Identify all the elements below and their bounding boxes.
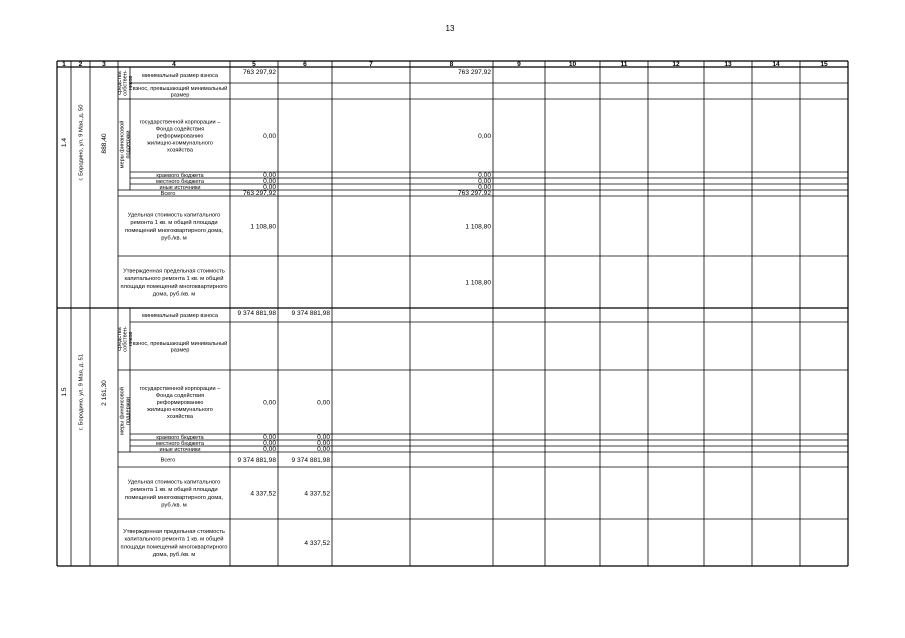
min-fee-label: минимальный размер взноса [141,73,219,79]
total-label: Всего [160,191,176,197]
cell-value: 0,00 [478,172,491,179]
building-address: г. Бородино, ул. 9 Мая, д. 50 [78,104,85,181]
local-budget-label: местного бюджета [156,179,204,185]
column-header: 10 [568,60,577,68]
cell-value: 0,00 [263,440,276,447]
column-header: 7 [369,60,373,68]
cell-value: 0,00 [317,399,330,407]
cell-value: 0,00 [478,178,491,185]
cell-value: 1 108,80 [465,223,491,231]
cell-value: 763 297,92 [242,69,276,76]
cell-value: 0,00 [263,446,276,453]
own-funds-label: средствасобствен-ников [117,326,134,352]
other-sources-label: иные источники [159,447,201,453]
regional-budget-label: краевого бюджета [156,435,204,441]
building-address: г. Бородино, ул. 9 Мая, д. 51 [78,354,85,430]
cell-value: 0,00 [317,434,330,441]
cell-value: 0,00 [263,178,276,185]
column-header: 1 [62,60,66,68]
support-measures-label: меры финансовойподдержки [119,120,132,169]
cell-value: 0,00 [478,133,491,140]
cell-value: 9 374 881,98 [237,310,276,317]
column-header: 13 [724,60,732,68]
other-sources-label: иные источники [159,185,201,191]
column-header: 15 [820,60,828,68]
column-header: 5 [252,60,256,68]
housing-fund-label: государственной корпорации – Фонда содействия реформированию жилищно-коммунального хозяйства [139,119,221,154]
limit-cost-label: Утвержденная предельная стоимость капитального ремонта 1 кв. м общей площади помещений многоквартирного дома, руб./кв. м [120,268,228,298]
column-header: 8 [449,60,454,68]
cell-value: 0,00 [263,133,276,140]
cell-value: 0,00 [317,440,330,447]
cell-value: 1 108,80 [465,279,491,287]
unit-cost-label: Удельная стоимость капитального ремонта 1 кв. м общей площади помещений многоквартирного дома, руб./кв. м [124,479,224,509]
cell-value: 0,00 [263,434,276,441]
cell-value: 763 297,92 [457,69,491,76]
cell-value: 0,00 [478,184,491,191]
column-header: 3 [102,60,106,68]
cell-value: 1 108,80 [250,223,276,231]
cell-value: 763 297,92 [457,190,491,197]
column-header: 9 [517,60,521,68]
cell-value: 0,00 [317,446,330,453]
cell-value: 4 337,52 [304,540,330,547]
own-funds-label: средствасобствен-ников [117,70,134,96]
local-budget-label: местного бюджета [156,441,204,447]
building-area: 888,40 [101,133,108,154]
excess-fee-label: взнос, превышающий минимальный размер [132,340,228,354]
min-fee-label: минимальный размер взноса [141,313,219,319]
cell-value: 0,00 [263,172,276,179]
support-measures-label: меры финансовойподдержки [119,387,132,435]
page-number: 13 [445,24,455,33]
column-header: 11 [620,60,628,68]
column-header: 14 [772,60,780,68]
excess-fee-label: взнос, превышающий минимальный размер [132,85,228,99]
cell-value: 4 337,52 [250,490,276,498]
total-label: Всего [160,457,176,464]
cell-value: 763 297,92 [242,190,276,197]
cell-value: 0,00 [263,184,276,191]
housing-fund-label: государственной корпорации – Фонда содействия реформированию жилищно-коммунального хозяйства [139,386,221,420]
building-area: 2 161,30 [101,380,108,406]
regional-budget-label: краевого бюджета [156,173,204,179]
row-index: 1.5 [61,387,68,397]
unit-cost-label: Удельная стоимость капитального ремонта 1 кв. м общей площади помещений многоквартирного дома, руб./кв. м [124,212,224,242]
cell-value: 9 374 881,98 [237,457,276,464]
row-index: 1.4 [61,137,68,148]
column-header: 12 [672,60,680,68]
limit-cost-label: Утвержденная предельная стоимость капитального ремонта 1 кв. м общей площади помещений многоквартирного дома, руб./кв. м [120,529,228,558]
cell-value: 9 374 881,98 [291,457,330,464]
cell-value: 4 337,52 [304,490,330,498]
column-header: 2 [78,60,83,68]
cell-value: 0,00 [263,399,276,407]
column-header: 6 [303,60,307,68]
column-header: 4 [172,60,176,68]
cell-value: 9 374 881,98 [291,310,330,317]
